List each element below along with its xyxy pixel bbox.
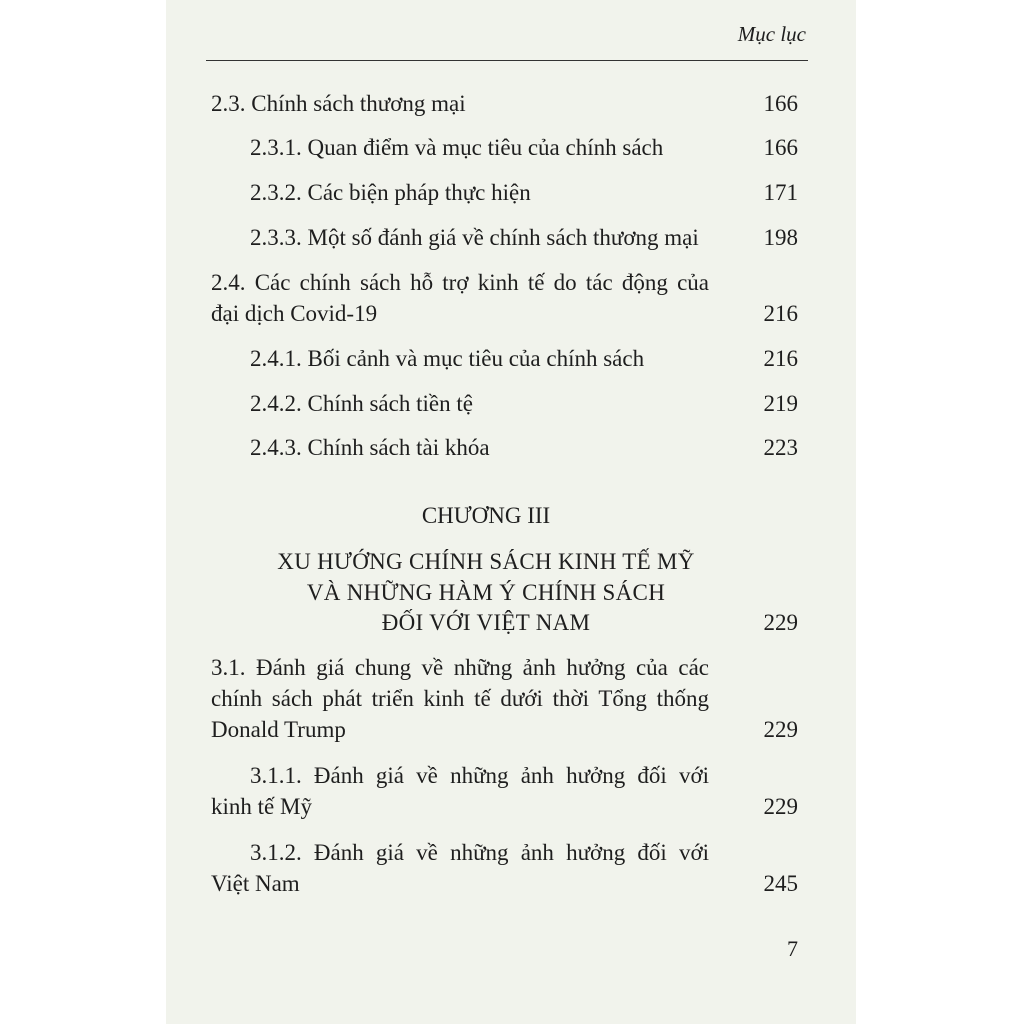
book-page	[166, 0, 856, 1024]
chapter-label: CHƯƠNG III	[421, 503, 551, 528]
toc-entry-2-4-1: 2.4.1. Bối cảnh và mục tiêu của chính sách	[250, 346, 645, 371]
toc-entry-3-1-line3: Donald Trump	[211, 717, 346, 742]
toc-entry-2-4-line2: đại dịch Covid-19	[211, 301, 378, 326]
toc-entry-3-1-2-line1: 3.1.2. Đánh giá về những ảnh hưởng đối với	[250, 840, 709, 865]
toc-page-2-3-1: 166	[763, 135, 798, 160]
toc-page-2-3-3: 198	[763, 225, 798, 250]
chapter-title-line3: ĐỐI VỚI VIỆT NAM	[381, 610, 591, 635]
toc-page-3-1-1: 229	[763, 794, 798, 819]
toc-page-3-1-2: 245	[763, 871, 798, 896]
running-header: Mục lục	[737, 22, 806, 46]
toc-page-2-3: 166	[763, 91, 798, 116]
toc-page-2-4: 216	[763, 301, 798, 326]
toc-page-2-3-2: 171	[763, 180, 798, 205]
page-number: 7	[787, 936, 798, 961]
toc-entry-2-4-line1: 2.4. Các chính sách hỗ trợ kinh tế do tác động của	[211, 270, 709, 295]
toc-entry-3-1-2-line2: Việt Nam	[211, 871, 300, 896]
toc-entry-2-3-3: 2.3.3. Một số đánh giá về chính sách thương mại	[250, 225, 699, 250]
toc-entry-3-1-line2: chính sách phát triển kinh tế dưới thời Tổng thống	[211, 686, 709, 711]
toc-entry-3-1-1-line1: 3.1.1. Đánh giá về những ảnh hưởng đối với	[250, 763, 709, 788]
toc-entry-3-1-line1: 3.1. Đánh giá chung về những ảnh hưởng của các	[211, 655, 709, 680]
toc-page-2-4-1: 216	[763, 346, 798, 371]
toc-entry-2-4-3: 2.4.3. Chính sách tài khóa	[250, 435, 490, 460]
toc-entry-3-1-1-line2: kinh tế Mỹ	[211, 794, 312, 819]
toc-entry-2-4-2: 2.4.2. Chính sách tiền tệ	[250, 391, 473, 416]
toc-entry-2-3-2: 2.3.2. Các biện pháp thực hiện	[250, 180, 531, 205]
toc-page-2-4-2: 219	[763, 391, 798, 416]
header-rule	[206, 60, 808, 61]
toc-entry-2-3: 2.3. Chính sách thương mại	[211, 91, 466, 116]
chapter-title-line2: VÀ NHỮNG HÀM Ý CHÍNH SÁCH	[306, 580, 666, 605]
chapter-page: 229	[763, 610, 798, 635]
chapter-title-line1: XU HƯỚNG CHÍNH SÁCH KINH TẾ MỸ	[277, 549, 695, 574]
toc-page-2-4-3: 223	[763, 435, 798, 460]
toc-entry-2-3-1: 2.3.1. Quan điểm và mục tiêu của chính sách	[250, 135, 664, 160]
toc-page-3-1: 229	[763, 717, 798, 742]
